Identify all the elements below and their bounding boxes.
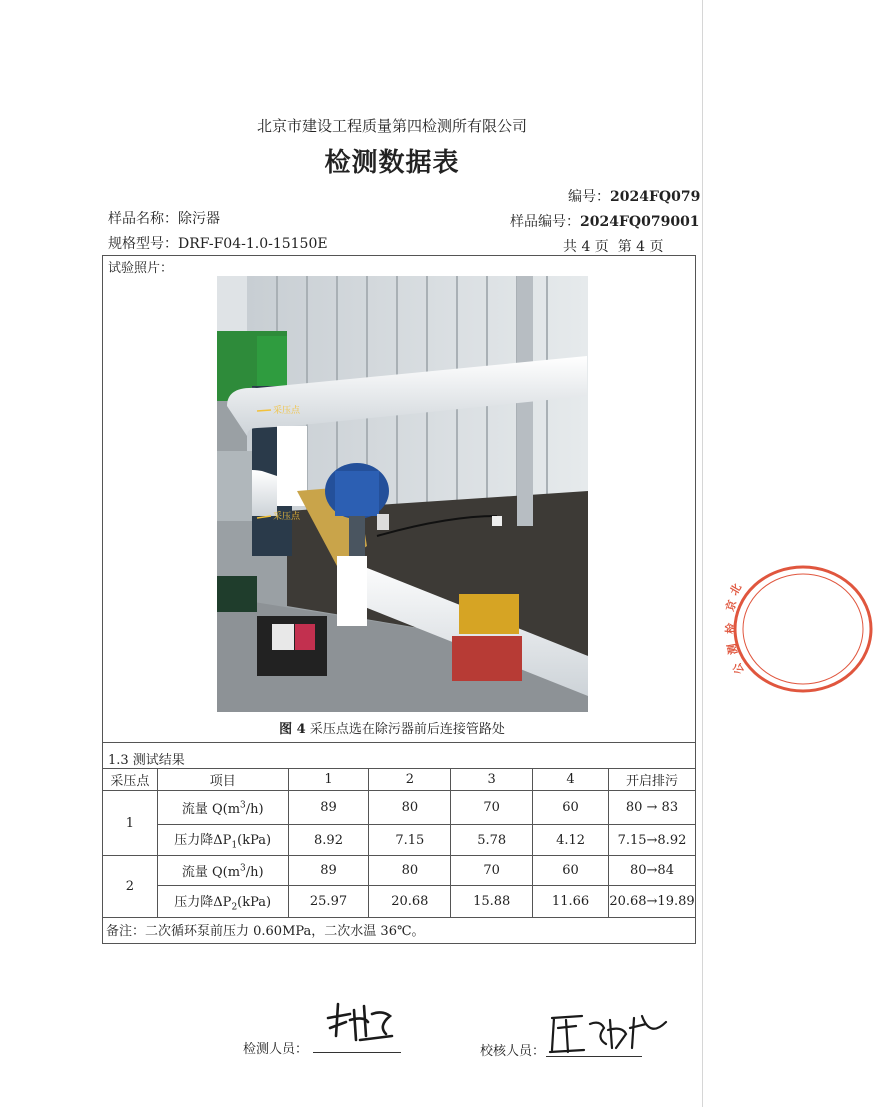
svg-text:检: 检 (724, 622, 738, 635)
svg-text:测: 测 (725, 642, 740, 656)
table-row (103, 886, 696, 918)
value-cell: 15.88 (451, 886, 533, 918)
results-header-row (103, 769, 696, 791)
official-seal (723, 562, 878, 697)
remarks: 备注：二次循环泵前压力 0.60MPa，二次水温 36℃。 (106, 924, 425, 939)
results-section-title: 1.3 测试结果 (108, 753, 185, 768)
sample-number-label: 样品编号： (510, 214, 580, 230)
svg-text:公: 公 (730, 660, 747, 677)
value-cell: 7.15 (369, 825, 451, 856)
tester-signature (320, 996, 400, 1048)
company-name: 北京市建设工程质量第四检测所有限公司 (256, 117, 527, 135)
value-cell: 89 (288, 791, 369, 825)
item-cell: 压力降$\Delta P_2(kPa)$ (157, 886, 288, 918)
blowdown-cell: 80→84 (608, 856, 695, 886)
value-cell: 4.12 (533, 825, 609, 856)
value-cell: 80 (369, 791, 451, 825)
annotation-label-2: 采压点 (273, 512, 301, 522)
report-number-value: 2024FQ079 (610, 189, 701, 205)
tester-label: 检测人员： (243, 1042, 309, 1057)
figure-caption-text: 采压点选在除污器前后连接管路处 (309, 722, 505, 737)
svg-text:北: 北 (727, 581, 745, 598)
document-title: 检测数据表 (324, 148, 460, 178)
value-cell: 5.78 (451, 825, 533, 856)
sample-number-value: 2024FQ079001 (580, 214, 700, 230)
item-cell: 流量 $Q(m^3/h)$ (157, 791, 288, 825)
table-row (103, 856, 696, 886)
item-cell: 压力降$\Delta P_1(kPa)$ (157, 825, 288, 856)
value-cell: 8.92 (288, 825, 369, 856)
point-cell: 1 (103, 791, 158, 856)
value-cell: 20.68 (369, 886, 451, 918)
test-photo (217, 276, 588, 712)
results-table (102, 768, 696, 918)
header-point: 采压点 (103, 769, 158, 791)
photo-section-label: 试验照片： (108, 261, 174, 276)
value-cell: 60 (533, 856, 609, 886)
report-number (568, 186, 700, 206)
header-col-1: 1 (288, 769, 369, 791)
sample-name (108, 208, 220, 228)
model-spec (108, 233, 328, 253)
value-cell: 60 (533, 791, 609, 825)
model-label: 规格型号： (108, 236, 178, 252)
sample-name-value: 除污器 (178, 211, 220, 227)
test-photo-illustration (217, 276, 588, 712)
value-cell: 70 (451, 856, 533, 886)
blowdown-cell: 20.68→19.89 (608, 886, 695, 918)
tester-signature-line (313, 1052, 401, 1053)
svg-text:京: 京 (723, 598, 740, 613)
model-value: DRF-F04-1.0-15150E (178, 236, 328, 252)
value-cell: 11.66 (533, 886, 609, 918)
blowdown-cell: 80 → 83 (608, 791, 695, 825)
value-cell: 70 (451, 791, 533, 825)
reviewer-label: 校核人员： (480, 1044, 546, 1059)
value-cell: 89 (288, 856, 369, 886)
value-cell: 25.97 (288, 886, 369, 918)
header-col-2: 2 (369, 769, 451, 791)
sample-name-label: 样品名称： (108, 211, 178, 227)
header-blowdown: 开启排污 (608, 769, 695, 791)
header-item: 项目 (157, 769, 288, 791)
sample-number (510, 211, 700, 231)
header-col-3: 3 (451, 769, 533, 791)
photo-caption (0, 718, 784, 737)
blowdown-cell: 7.15→8.92 (608, 825, 695, 856)
item-cell: 流量 $Q(m^3/h)$ (157, 856, 288, 886)
reviewer-signature (546, 1008, 672, 1060)
value-cell: 80 (369, 856, 451, 886)
table-row (103, 791, 696, 825)
section-divider (102, 742, 696, 743)
report-number-label: 编号： (568, 189, 610, 205)
point-cell: 2 (103, 856, 158, 918)
header-col-4: 4 (533, 769, 609, 791)
page-info: 共 4 页 第 4 页 (563, 239, 664, 255)
annotation-label-1: 采压点 (273, 406, 301, 416)
figure-number: 图 4 (279, 722, 306, 737)
table-row (103, 825, 696, 856)
